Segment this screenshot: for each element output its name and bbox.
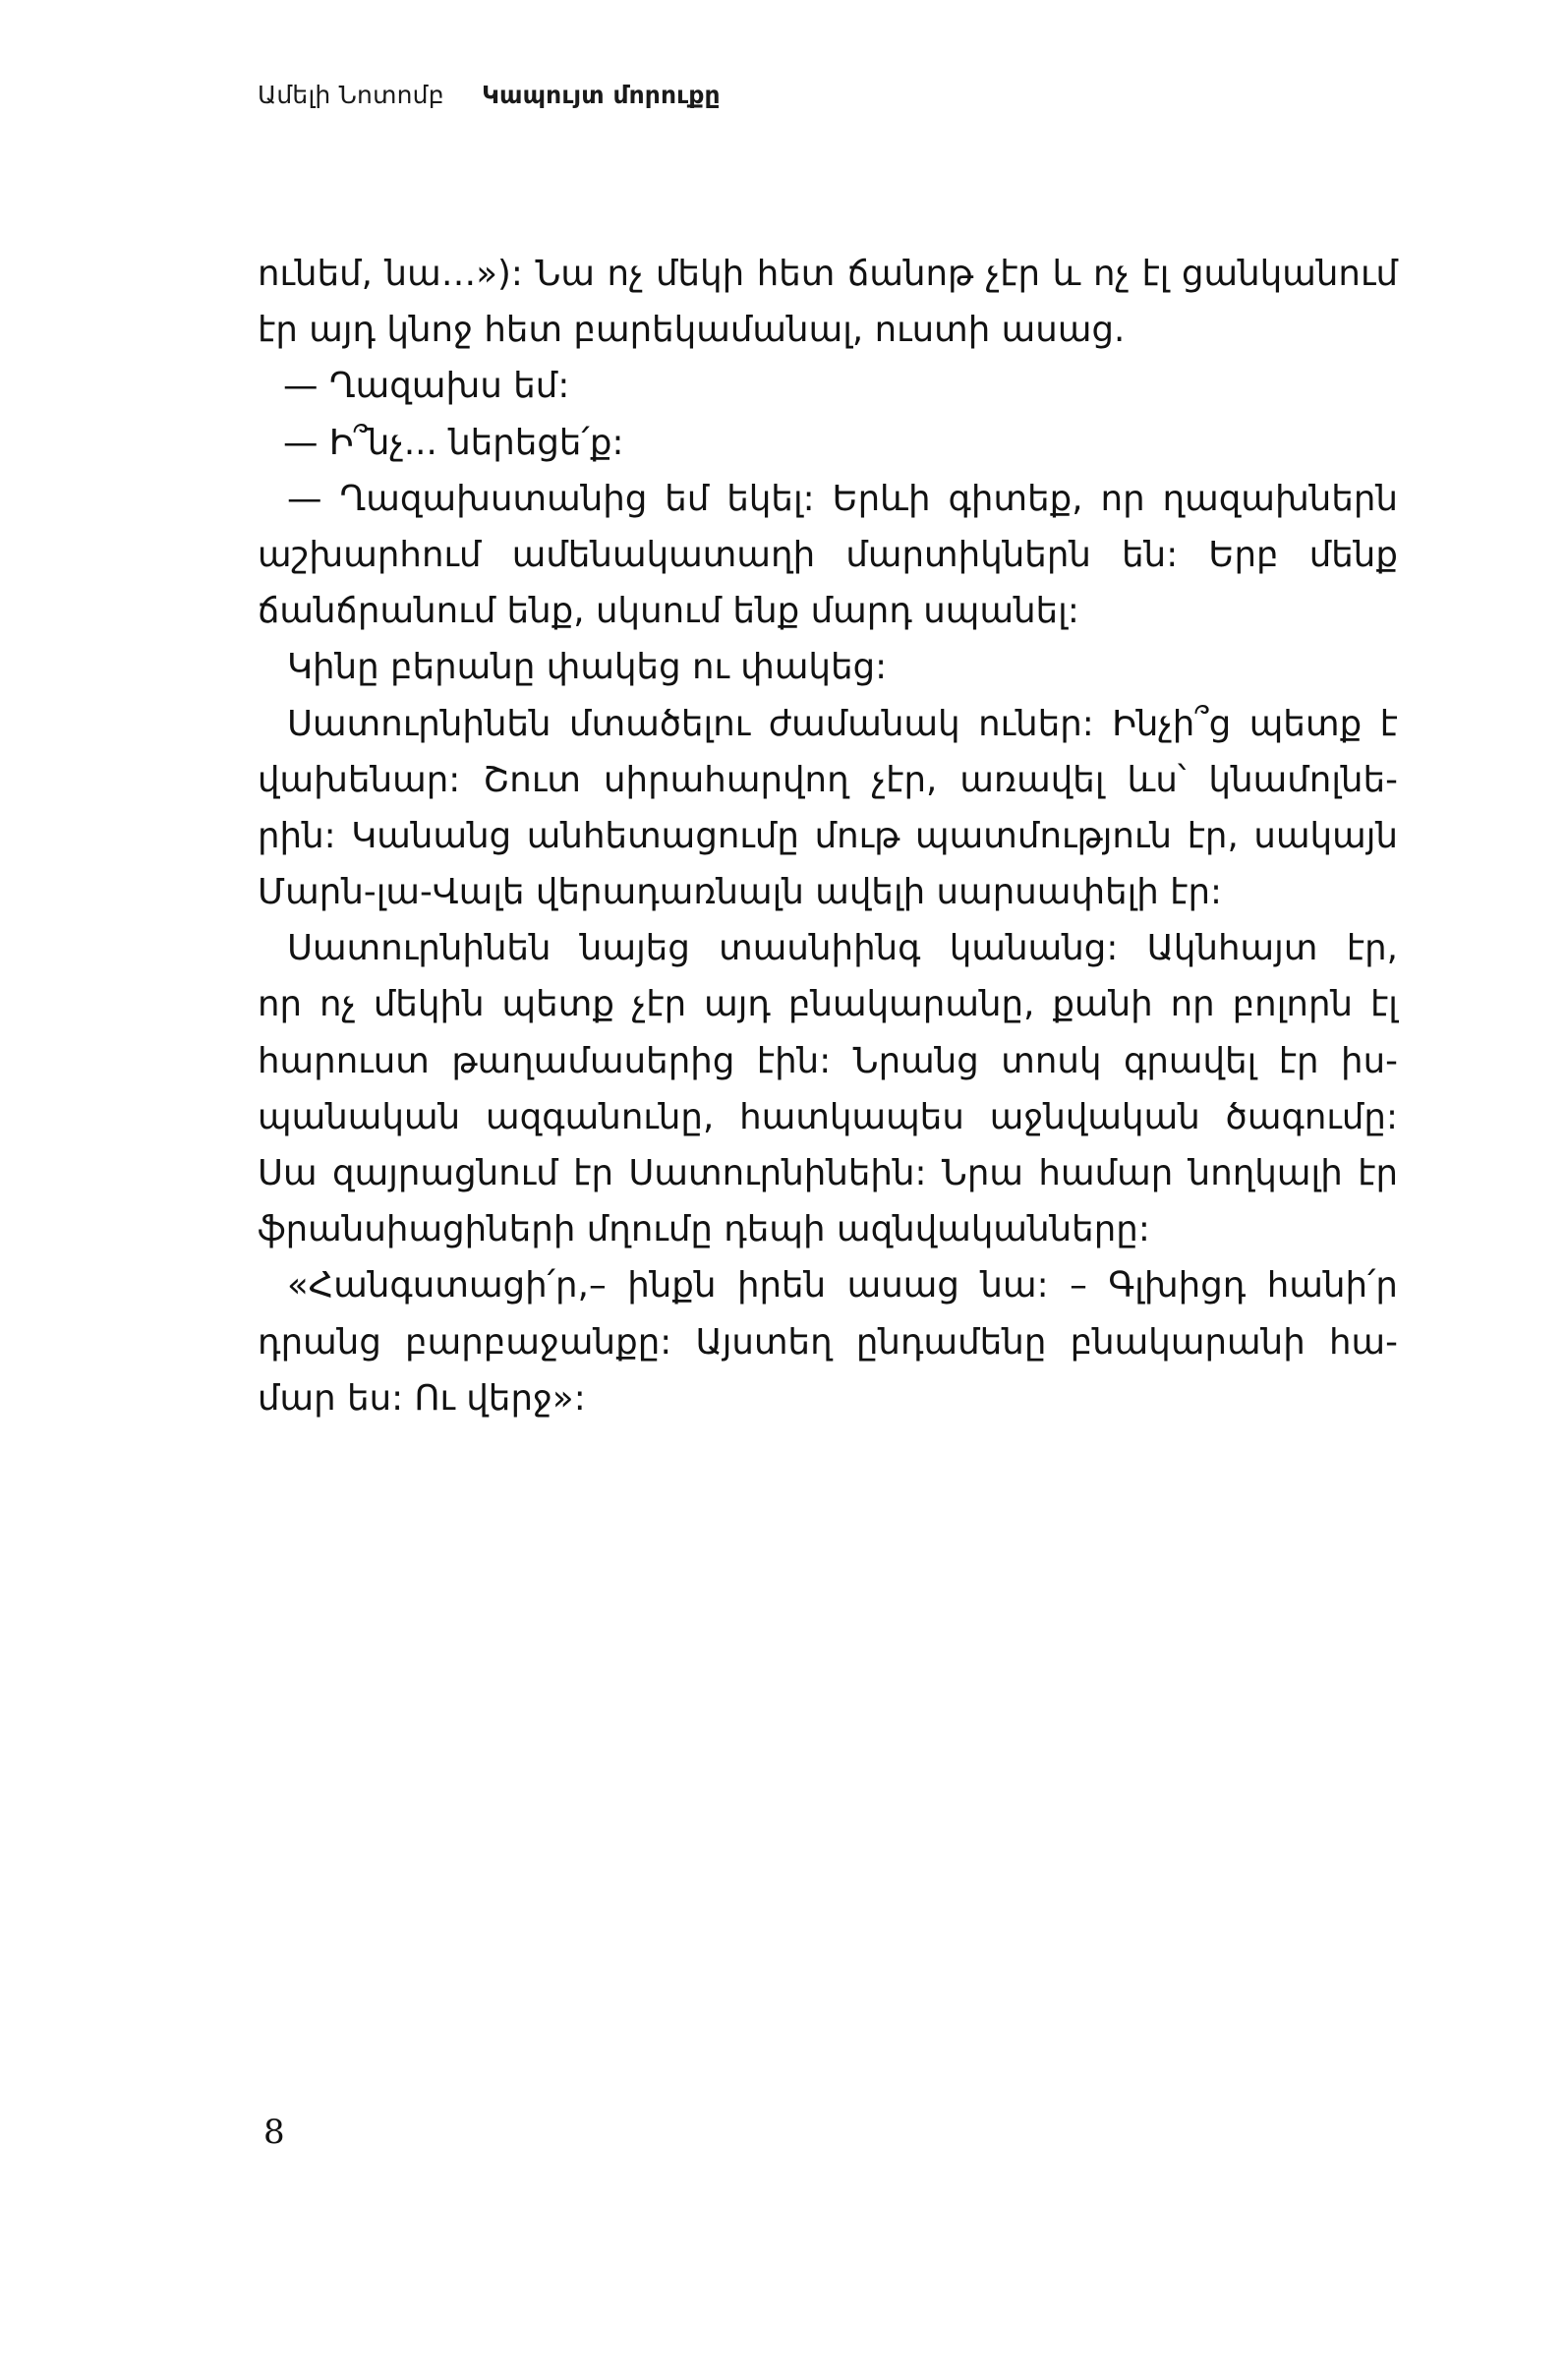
text-line: պանական ազգանունը, հատկապես աջնվական ծագումը: [258, 1096, 1398, 1137]
text-line: — Ի՞նչ... ներեցե՛ք: [283, 422, 624, 463]
text-line: ֆրանսիացիների մղումը դեպի ազնվականները: [258, 1209, 1150, 1250]
text-line: — Ղազախստանից եմ եկել: Երևի գիտեք, որ ղազախներն [287, 478, 1398, 519]
text-line: «Հանգստացի՛ր,– ինքն իրեն ասաց նա: – Գլխիցդ հանի՛ր [287, 1265, 1398, 1306]
text-line: դրանց բարբաջանքը: Այստեղ ընդամենը բնակարանի հա- [258, 1321, 1398, 1363]
text-line: ունեմ, նա…»): Նա ոչ մեկի հետ ճանոթ չէր և ոչ էլ ցանկանում [258, 254, 1398, 294]
running-header [258, 81, 1309, 110]
text-line: որ ոչ մեկին պետք չէր այդ բնակարանը, քանի որ բոլորն էլ [258, 984, 1398, 1025]
text-line: ճանճրանում ենք, սկսում ենք մարդ սպանել: [258, 591, 1079, 632]
text-line: Մարն-լա-Վալե վերադառնալն ավելի սարսափելի էր: [258, 872, 1223, 913]
header-author-name: Ամելի Նոտոմբ [258, 81, 444, 109]
text-line: հարուստ թաղամասերից էին: Նրանց տոսկ գրավել էր իս- [258, 1040, 1398, 1081]
text-line: Սատուրնինեն մտածելու ժամանակ ուներ: Ինչի՞ց պետք է [287, 703, 1398, 744]
text-line: րին: Կանանց անհետացումը մութ պատմություն էր, սակայն [258, 815, 1398, 856]
text-line: Սատուրնինեն նայեց տասնիինգ կանանց: Ակնհայտ էր, [287, 928, 1398, 969]
text-line: վախենար: Շուտ սիրահարվող չէր, առավել ևս՝ կնամոլնե- [258, 759, 1398, 800]
text-line: Սա զայրացնում էր Սատուրնինեին: Նրա համար նողկալի էր [258, 1153, 1398, 1193]
body-text-block [258, 246, 1398, 1426]
header-work-title: Կապույտ մորուքը [482, 81, 721, 109]
text-line: մար ես: Ու վերջ»: [258, 1377, 586, 1419]
text-line: Կինը բերանը փակեց ու փակեց: [287, 647, 888, 688]
page-number: 8 [263, 2113, 285, 2152]
text-line: — Ղազախս եմ: [283, 366, 570, 407]
text-line: էր այդ կնոջ հետ բարեկամանալ, ուստի ասաց. [258, 310, 1126, 351]
text-line: աշխարհում ամենակատաղի մարտիկներն են: Երբ մենք [258, 534, 1398, 575]
